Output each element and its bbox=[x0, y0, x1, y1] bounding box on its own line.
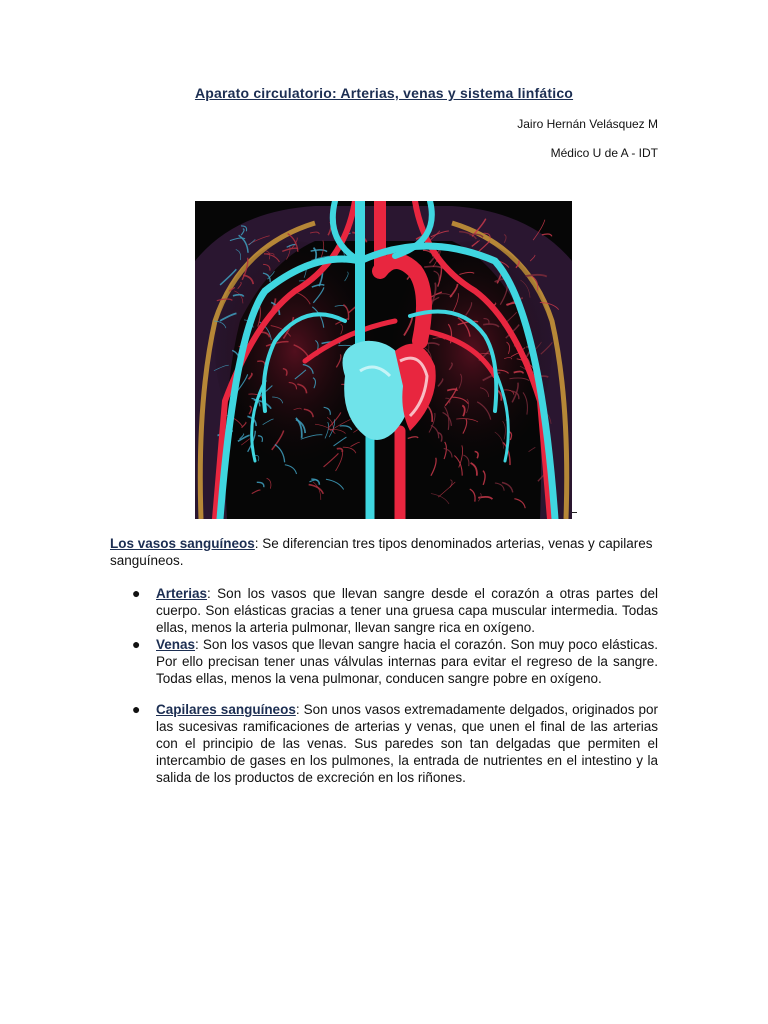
vessel-types-list bbox=[110, 585, 658, 786]
circulatory-system-illustration bbox=[195, 201, 572, 519]
circulatory-system-drawing bbox=[195, 201, 572, 519]
bullet-icon: ● bbox=[132, 585, 141, 601]
list-item bbox=[110, 585, 658, 636]
author-affiliation: Médico U de A - IDT bbox=[550, 146, 658, 160]
list-item bbox=[110, 701, 658, 786]
capilares-text: : Son unos vasos extremadamente delgados, originados por las sucesivas ramificaciones de arterias y venas, que unen el final de las arterias con el principio de las venas. Sus paredes son tan delgadas que permiten el intercambio de gases en los pulmones, la entrada de nutrientes en el intestino y la salida de los productos de excreción en los riñones. bbox=[156, 702, 658, 785]
venas-text: : Son los vasos que llevan sangre hacia el corazón. Son muy poco elásticas. Por ello precisan tener unas válvulas internas para evitar el regreso de la sangre. Todas ellas, menos la vena pulmonar, conducen sangre pobre en oxígeno. bbox=[156, 637, 658, 686]
intro-term-link[interactable]: Los vasos sanguíneos bbox=[110, 536, 255, 551]
bullet-icon: ● bbox=[132, 701, 141, 717]
arterias-term-link[interactable]: Arterias bbox=[156, 586, 208, 601]
intro-text: : Se diferencian tres tipos denominados arterias, venas y capilares sanguíneos. bbox=[110, 536, 653, 568]
venas-term-link[interactable]: Venas bbox=[156, 637, 196, 652]
list-item bbox=[110, 636, 658, 687]
arterias-text: : Son los vasos que llevan sangre desde el corazón a otras partes del cuerpo. Son elásticas gracias a tener una gruesa capa muscular intermedia. Todas ellas, menos la arteria pulmonar, llevan sangre rica en oxígeno. bbox=[156, 586, 658, 635]
image-anchor-mark bbox=[572, 512, 577, 513]
bullet-icon: ● bbox=[132, 636, 141, 652]
capilares-term-link[interactable]: Capilares sanguíneos bbox=[156, 702, 296, 717]
author-name: Jairo Hernán Velásquez M bbox=[517, 117, 658, 131]
document-title: Aparato circulatorio: Arterias, venas y sistema linfático bbox=[194, 85, 574, 101]
intro-paragraph bbox=[110, 535, 658, 569]
